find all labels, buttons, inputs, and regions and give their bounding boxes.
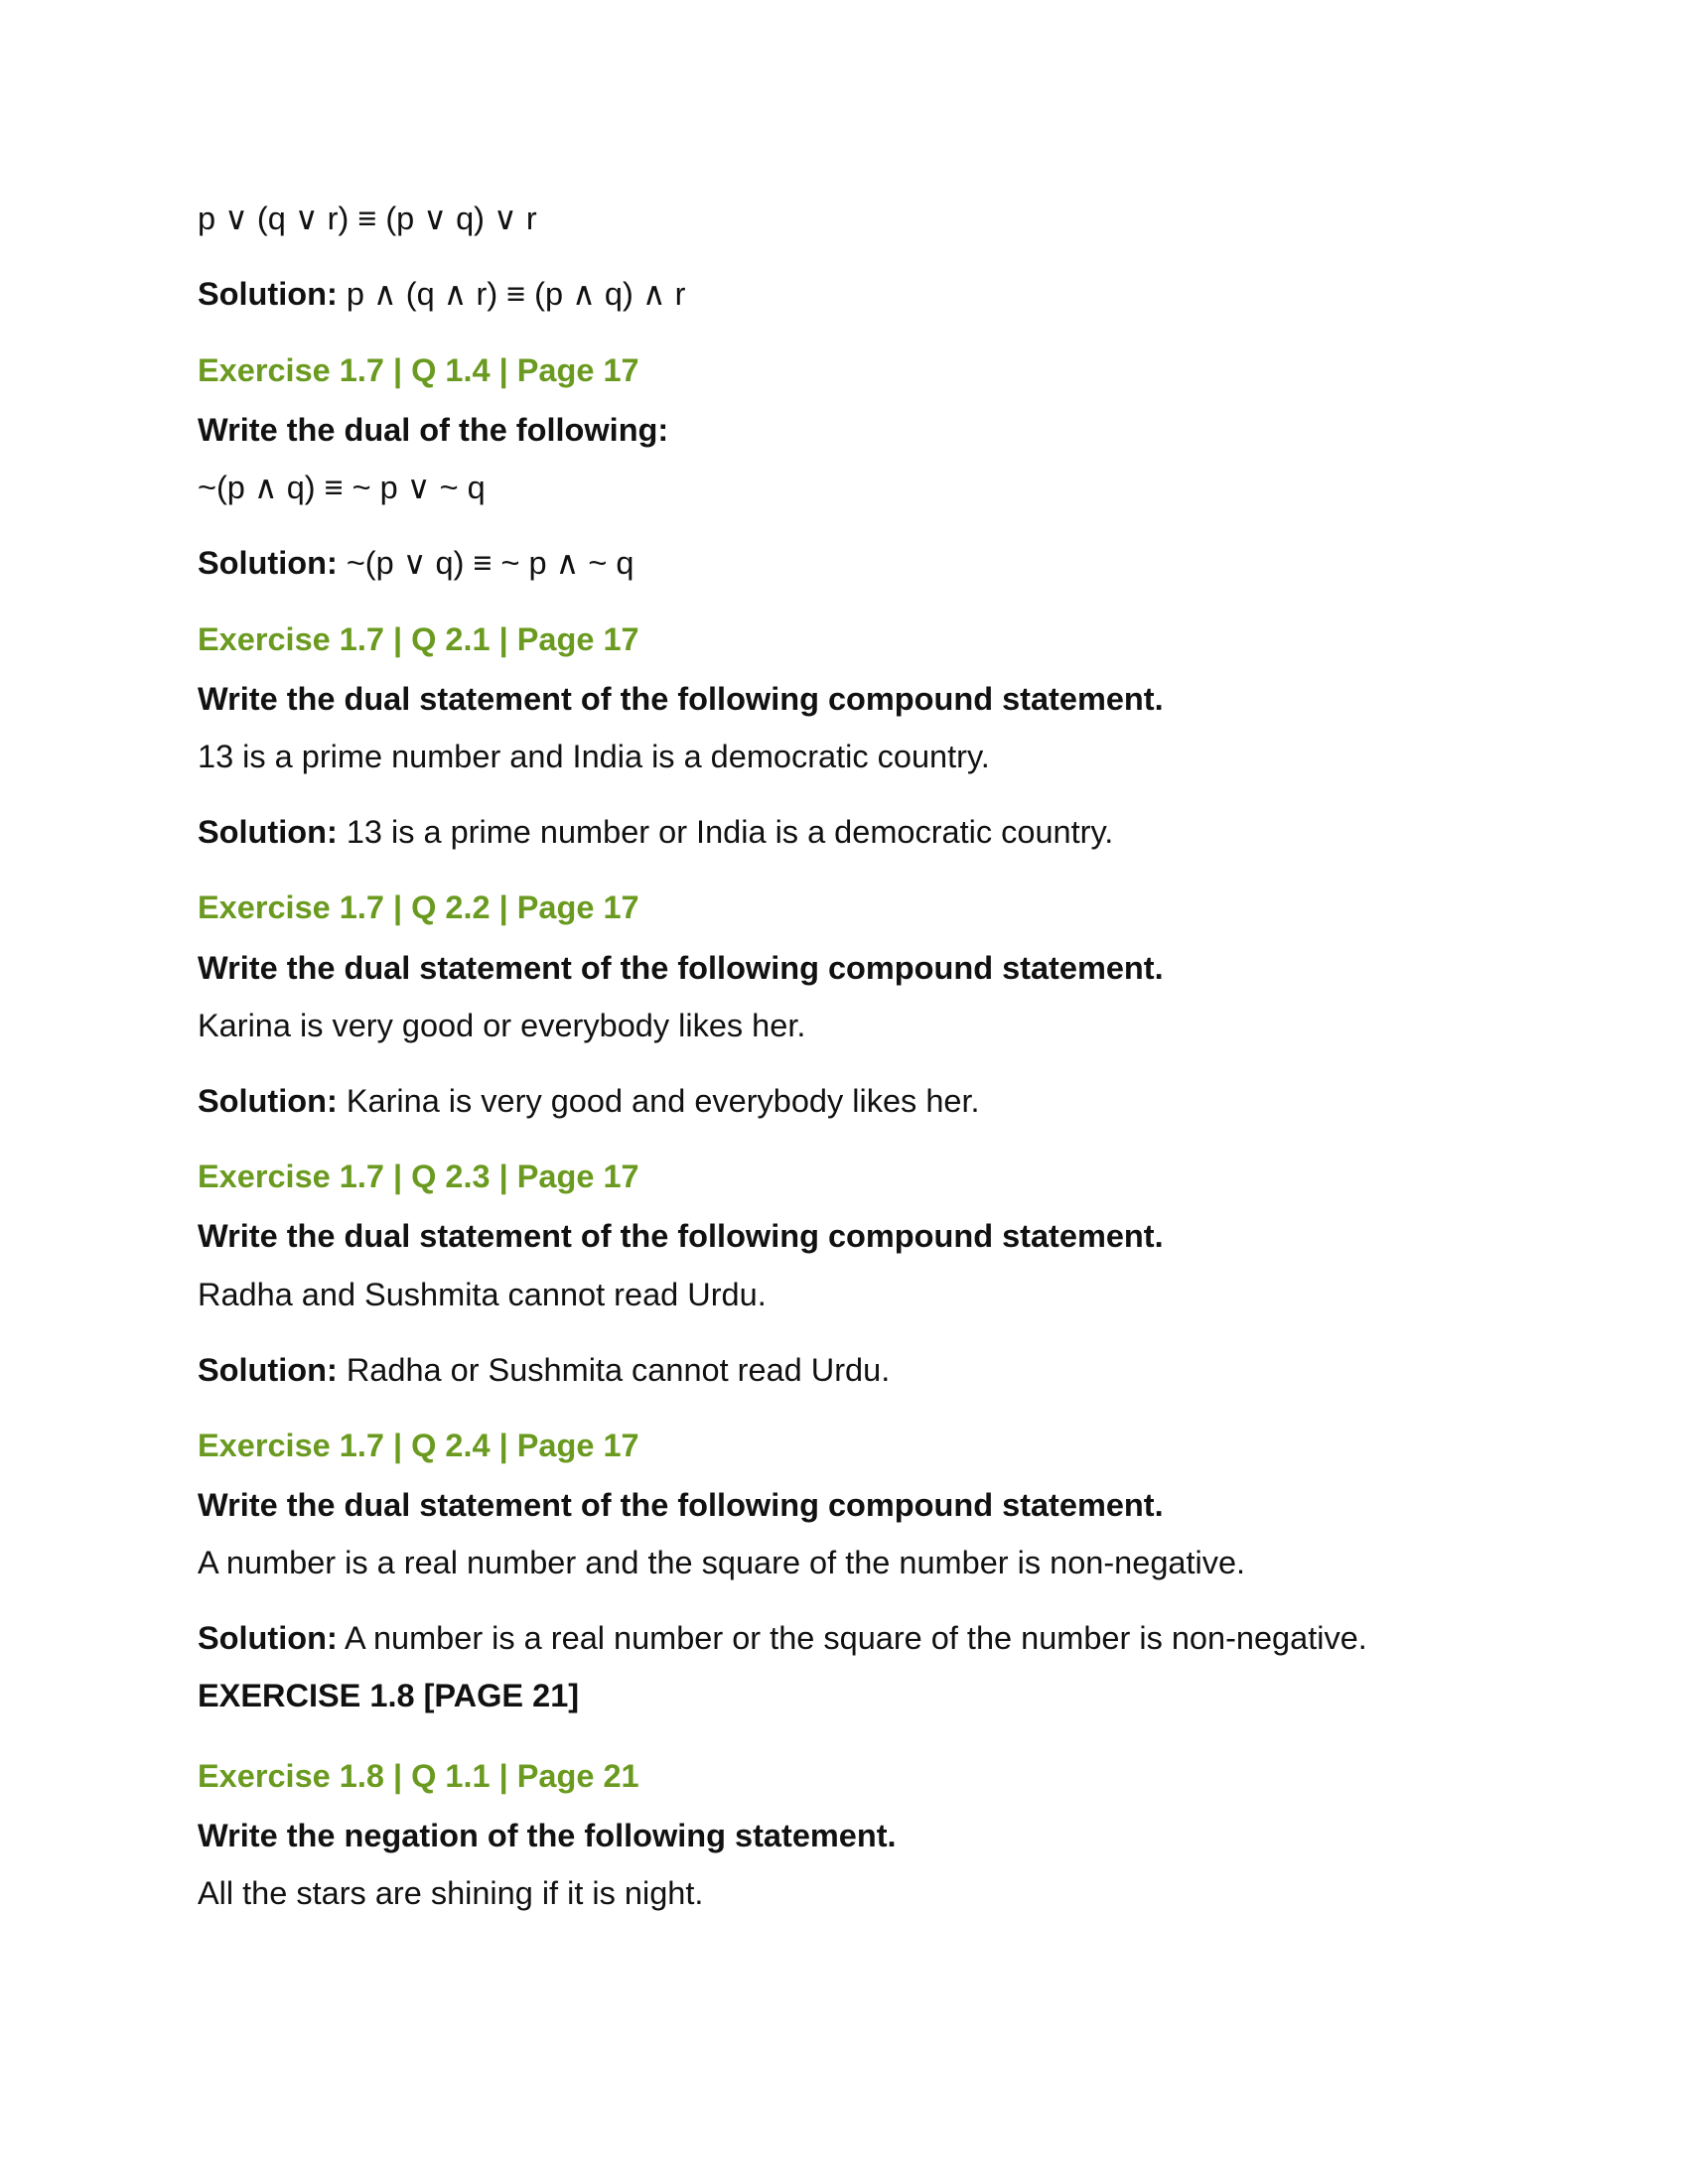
solution-text: Karina is very good and everybody likes her. xyxy=(346,1083,980,1119)
exercise-heading: Exercise 1.7 | Q 2.3 | Page 17 xyxy=(198,1159,639,1194)
solution xyxy=(198,1081,980,1121)
question-statement: 13 is a prime number and India is a democratic country. xyxy=(198,739,990,774)
solution-label: Solution: xyxy=(198,276,338,312)
exercise-heading: Exercise 1.7 | Q 2.1 | Page 17 xyxy=(198,621,639,657)
solution-label: Solution: xyxy=(198,1083,338,1119)
exercise-heading: Exercise 1.7 | Q 2.4 | Page 17 xyxy=(198,1428,639,1463)
exercise-heading: Exercise 1.7 | Q 2.2 | Page 17 xyxy=(198,889,639,925)
question-text: Write the dual statement of the following compound statement. xyxy=(198,950,1164,986)
question-text: Write the dual statement of the following compound statement. xyxy=(198,1218,1164,1254)
question-text: Write the dual statement of the following compound statement. xyxy=(198,1487,1164,1523)
solution-text: 13 is a prime number or India is a democratic country. xyxy=(346,814,1114,850)
question-statement: ~(p ∧ q) ≡ ~ p ∨ ~ q xyxy=(198,470,486,505)
solution xyxy=(198,543,634,583)
question-statement: Radha and Sushmita cannot read Urdu. xyxy=(198,1277,767,1312)
question-statement: All the stars are shining if it is night. xyxy=(198,1875,704,1911)
intro-statement: p ∨ (q ∨ r) ≡ (p ∨ q) ∨ r xyxy=(198,201,537,236)
exercise-heading: Exercise 1.7 | Q 1.4 | Page 17 xyxy=(198,352,639,388)
question-text: Write the negation of the following statement. xyxy=(198,1818,897,1853)
exercise-heading: Exercise 1.8 | Q 1.1 | Page 21 xyxy=(198,1758,639,1794)
intro-solution xyxy=(198,274,685,314)
solution xyxy=(198,1350,890,1390)
solution xyxy=(198,812,1113,852)
solution-text: ~(p ∨ q) ≡ ~ p ∧ ~ q xyxy=(346,545,634,581)
question-text: Write the dual of the following: xyxy=(198,412,669,448)
document-page xyxy=(198,0,1488,2184)
section-title: EXERCISE 1.8 [PAGE 21] xyxy=(198,1678,580,1713)
question-statement: A number is a real number and the square of the number is non-negative. xyxy=(198,1545,1246,1580)
solution-text: A number is a real number or the square of the number is non-negative. xyxy=(345,1620,1367,1656)
question-text: Write the dual statement of the following compound statement. xyxy=(198,681,1164,717)
solution-label: Solution: xyxy=(198,1352,338,1388)
solution xyxy=(198,1618,1367,1658)
solution-label: Solution: xyxy=(198,814,338,850)
solution-label: Solution: xyxy=(198,1620,338,1656)
solution-text: p ∧ (q ∧ r) ≡ (p ∧ q) ∧ r xyxy=(346,276,686,312)
solution-label: Solution: xyxy=(198,545,338,581)
question-statement: Karina is very good or everybody likes her. xyxy=(198,1008,806,1043)
solution-text: Radha or Sushmita cannot read Urdu. xyxy=(346,1352,891,1388)
